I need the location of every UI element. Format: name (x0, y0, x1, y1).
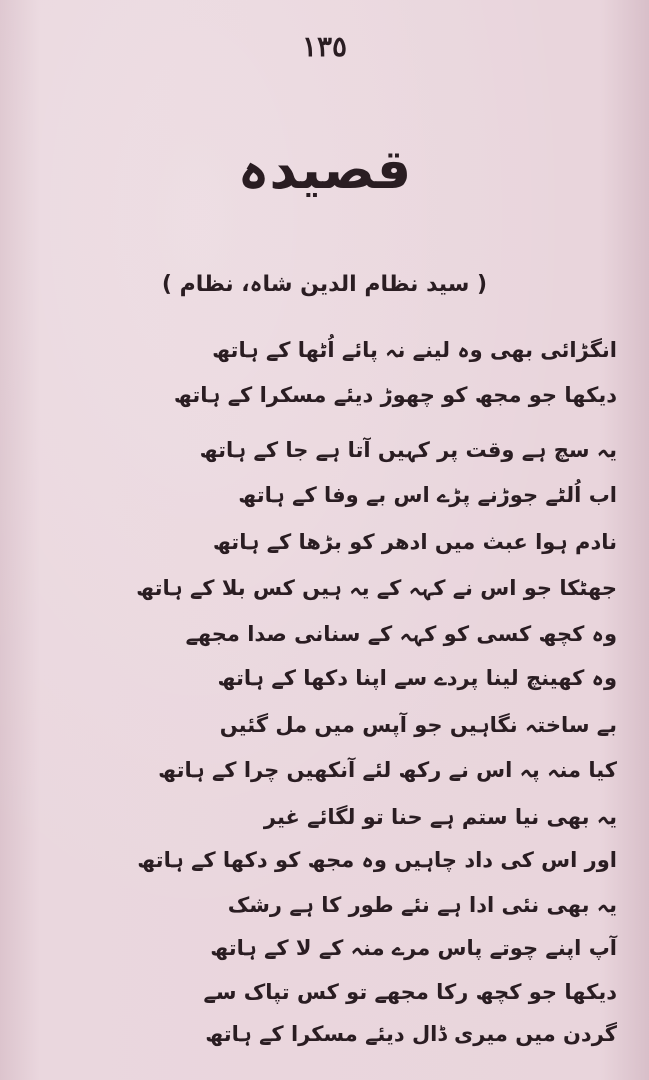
verse-line: نادم ہوا عبث میں ادھر کو بڑھا کے ہاتھ (212, 530, 617, 554)
verse-line: جھٹکا جو اس نے کہہ کے یہ ہیں کس بلا کے ہاتھ (136, 576, 617, 600)
verse-line: وہ کھینچ لینا پردے سے اپنا دکھا کے ہاتھ (217, 666, 617, 690)
verse-line: اب اُلٹے جوڑنے پڑے اس بے وفا کے ہاتھ (238, 483, 617, 507)
verse-line: دیکھا جو کچھ رکا مجھے تو کس تپاک سے (203, 980, 617, 1004)
verse-line: آپ اپنے چوتے پاس مرے منہ کے لا کے ہاتھ (210, 936, 617, 960)
poet-name: ( سید نظام الدین شاہ، نظام ) (161, 272, 488, 297)
verse-line: دیکھا جو مجھ کو چھوڑ دیئے مسکرا کے ہاتھ (173, 383, 617, 407)
verse-line: وہ کچھ کسی کو کہہ کے سنانی صدا مجھے (185, 622, 617, 646)
verse-line: یہ سچ ہے وقت پر کہیں آتا ہے جا کے ہاتھ (199, 438, 617, 462)
poem-title: قصیدہ (237, 138, 412, 201)
page-number: ١٣٥ (301, 30, 348, 63)
verse-line: یہ بھی نئی ادا ہے نئے طور کا ہے رشک (227, 893, 617, 917)
verse-line: اور اس کی داد چاہیں وہ مجھ کو دکھا کے ہاتھ (137, 848, 617, 872)
verse-line: انگڑائی بھی وہ لینے نہ پائے اُٹھا کے ہاتھ (212, 338, 617, 362)
verse-line: گردن میں میری ڈال دیئے مسکرا کے ہاتھ (205, 1022, 617, 1046)
verse-line: یہ بھی نیا ستم ہے حنا تو لگائے غیر (263, 805, 617, 829)
verse-line: کیا منہ پہ اس نے رکھ لئے آنکھیں چرا کے ہاتھ (158, 758, 617, 782)
verse-line: بے ساختہ نگاہیں جو آپس میں مل گئیں (219, 713, 617, 737)
